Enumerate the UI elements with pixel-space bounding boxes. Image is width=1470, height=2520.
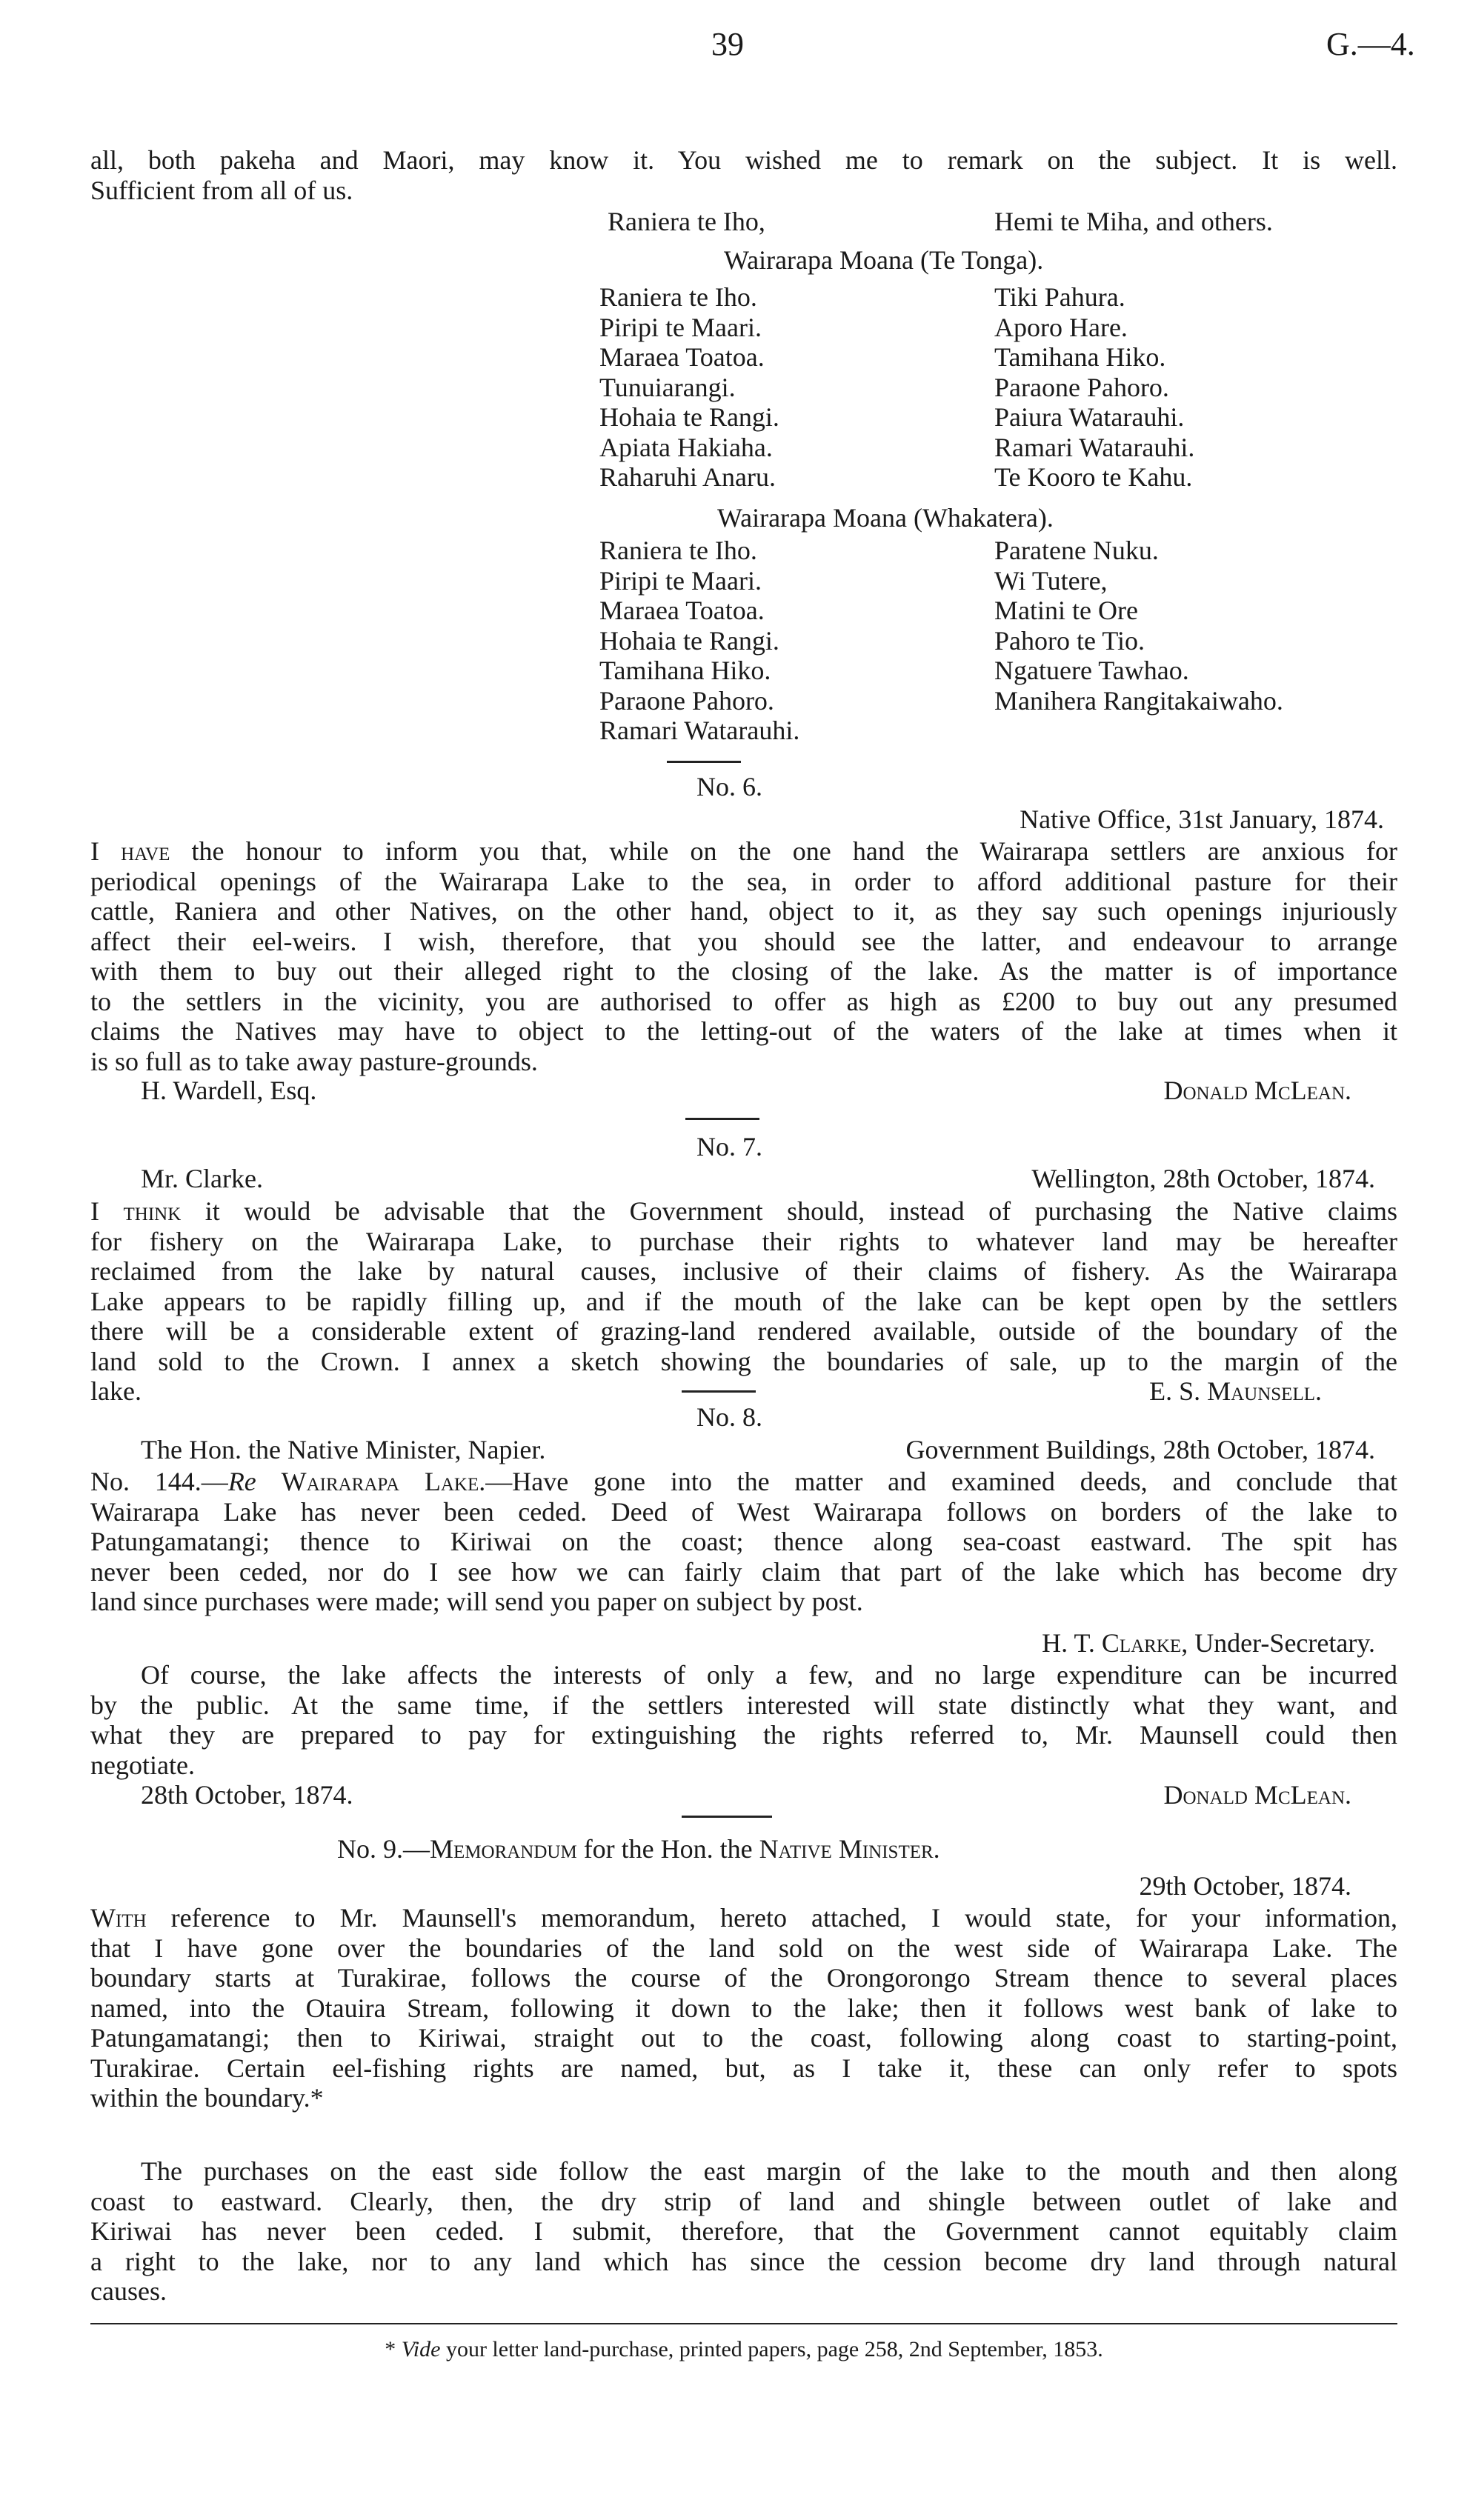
footnote-marker: * <box>385 2337 402 2361</box>
text-run: there will be a considerable extent of grazing-land rendered available, outside of the boundary of the <box>90 1316 1397 1346</box>
small-caps-run: With <box>90 1903 147 1933</box>
text-run: reference to Mr. Maunsell's memorandum, hereto attached, I would state, for your information, <box>146 1903 1397 1933</box>
text-line <box>90 1933 1397 1964</box>
text-run: I <box>90 1196 124 1226</box>
signatory-name: Raniera te Iho. <box>599 536 757 565</box>
text-run: boundary starts at Turakirae, follows the course of the Orongorongo Stream thence to several places <box>90 1963 1397 1993</box>
text-line <box>90 2053 1397 2084</box>
text-run: never been ceded, nor do I see how we can fairly claim that part of the lake which has become dry <box>90 1556 1397 1587</box>
no8-signature-name: H. T. Clarke <box>1042 1628 1182 1658</box>
signatory-name: Raharuhi Anaru. <box>599 462 776 492</box>
no7-title: No. 7. <box>696 1132 762 1161</box>
no8-place-date: Government Buildings, 28th October, 1874. <box>905 1435 1375 1464</box>
intro-paragraph <box>90 145 1397 205</box>
text-run: negotiate. <box>90 1750 195 1780</box>
text-line <box>90 145 1397 176</box>
no6-place-date: Native Office, 31st January, 1874. <box>1020 804 1384 834</box>
signatory-name: Tamihana Hiko. <box>994 342 1166 372</box>
no8-minute-paragraph <box>90 1660 1397 1780</box>
text-line <box>90 1467 1397 1497</box>
text-run: claims the Natives may have to object to the letting-out of the waters of the lake at times when it <box>90 1016 1397 1046</box>
document-reference: G.—4. <box>1326 26 1415 62</box>
text-line <box>90 1287 1397 1317</box>
text-line <box>90 1963 1397 1993</box>
no7-signature: E. S. Maunsell. <box>1149 1376 1322 1406</box>
signatory-name: Maraea Toatoa. <box>599 596 765 625</box>
signatory-name: Wi Tutere, <box>994 565 1108 596</box>
text-run: named, into the Otauira Stream, following it down to the lake; then it follows west bank of lake to <box>90 1993 1397 2023</box>
text-run: it would be advisable that the Government should, instead of purchasing the Native claims <box>181 1196 1397 1226</box>
text-run: No. 144.— <box>90 1467 228 1496</box>
text-run: Sufficient from all of us. <box>90 175 353 205</box>
signatory-name: Ngatuere Tawhao. <box>994 656 1189 685</box>
text-line <box>90 1497 1397 1527</box>
text-run: affect their eel-weirs. I wish, therefore, that you should see the latter, and endeavour to arrange <box>90 926 1397 956</box>
text-line <box>90 1750 1397 1781</box>
text-run: coast to eastward. Clearly, then, the dry strip of land and shingle between outlet of lake and <box>90 2186 1397 2216</box>
section-divider <box>682 1816 772 1818</box>
footnote <box>90 2335 1397 2365</box>
text-line <box>90 1720 1397 1750</box>
signatory-name: Paiura Watarauhi. <box>994 402 1185 432</box>
text-line <box>90 176 1397 206</box>
no8-signature-title: , Under-Secretary. <box>1181 1628 1375 1658</box>
text-line <box>90 956 1397 987</box>
signatory-name: Paraone Pahoro. <box>599 685 774 716</box>
no7-place-date: Wellington, 28th October, 1874. <box>1031 1164 1375 1193</box>
text-run: land sold to the Crown. I annex a sketch showing the boundaries of sale, up to the margin of the <box>90 1346 1397 1376</box>
signatory-name: Hohaia te Rangi. <box>599 402 779 432</box>
text-run: Of course, the lake affects the interests of only a few, and no large expenditure can be incurred <box>141 1660 1397 1690</box>
text-line <box>90 2023 1397 2053</box>
text-line <box>90 1196 1397 1227</box>
no6-addressee: H. Wardell, Esq. <box>141 1076 317 1105</box>
small-caps-run: think <box>123 1196 182 1226</box>
te-tonga-heading: Wairarapa Moana (Te Tonga). <box>724 245 1044 275</box>
signer-right: Hemi te Miha, and others. <box>994 207 1273 236</box>
no8-addressee: The Hon. the Native Minister, Napier. <box>141 1435 546 1464</box>
signatory-name: Maraea Toatoa. <box>599 342 765 372</box>
no9-paragraph-2 <box>90 2156 1397 2307</box>
signatory-name: Pahoro te Tio. <box>994 625 1145 656</box>
text-run: periodical openings of the Wairarapa Lake to the sea, in order to afford additional pasture for their <box>90 866 1397 896</box>
text-line <box>90 1903 1397 1933</box>
no8-minute-signature: Donald McLean. <box>1163 1780 1351 1810</box>
text-line <box>90 1047 1397 1077</box>
signatory-name: Piripi te Maari. <box>599 565 762 596</box>
signatory-name: Raniera te Iho. <box>599 282 757 312</box>
text-run: reclaimed from the lake by natural causes, inclusive of their claims of fishery. As the Wairarapa <box>90 1256 1397 1286</box>
te-tonga-names-left <box>599 282 779 493</box>
text-line <box>90 2247 1397 2277</box>
text-line <box>90 1347 1397 1377</box>
no9-paragraph <box>90 1903 1397 2113</box>
text-run: that I have gone over the boundaries of the land sold on the west side of Wairarapa Lake. The <box>90 1933 1397 1963</box>
footnote-vide: Vide <box>401 2337 441 2361</box>
te-tonga-names-right <box>994 282 1194 493</box>
no8-signature <box>1042 1628 1375 1659</box>
signatory-name: Te Kooro te Kahu. <box>994 462 1193 492</box>
whakatera-names-right <box>994 536 1283 716</box>
text-run: Patungamatangi; thence to Kiriwai on the coast; thence along sea-coast eastward. The spit has <box>90 1527 1397 1556</box>
no6-paragraph <box>90 836 1397 1076</box>
text-run: to the settlers in the vicinity, you are authorised to offer as high as £200 to buy out any presumed <box>90 986 1397 1016</box>
signatory-name: Piripi te Maari. <box>599 312 762 342</box>
text-line <box>90 1587 1397 1617</box>
whakatera-heading: Wairarapa Moana (Whakatera). <box>717 503 1054 533</box>
text-line <box>90 896 1397 927</box>
no9-title-prefix: No. 9.— <box>337 1834 430 1864</box>
text-run: a right to the lake, nor to any land which has since the cession become dry land through natural <box>90 2246 1397 2276</box>
text-run: Wairarapa Lake has never been ceded. Deed of West Wairarapa follows on borders of the lake to <box>90 1496 1397 1527</box>
section-divider <box>682 1390 756 1393</box>
no6-signature: Donald McLean. <box>1163 1076 1351 1105</box>
signatory-name: Apiata Hakiaha. <box>599 432 773 462</box>
signatory-name: Aporo Hare. <box>994 312 1128 342</box>
section-divider <box>667 761 741 763</box>
no9-title <box>337 1834 940 1864</box>
text-run: is so full as to take away pasture-grounds. <box>90 1046 538 1076</box>
text-line <box>90 1316 1397 1347</box>
no8-title: No. 8. <box>696 1402 762 1432</box>
text-line <box>90 927 1397 957</box>
text-run: by the public. At the same time, if the settlers interested will state distinctly what they want, and <box>90 1690 1397 1720</box>
text-run: the honour to inform you that, while on the one hand the Wairarapa settlers are anxious for <box>170 836 1397 866</box>
text-line <box>90 2187 1397 2217</box>
text-line <box>90 1660 1397 1690</box>
no9-title-minister: Native Minister. <box>759 1834 940 1864</box>
text-run: all, both pakeha and Maori, may know it. You wished me to remark on the subject. It is well. <box>90 145 1397 175</box>
text-line <box>90 1227 1397 1257</box>
small-caps-run: Wairarapa Lake <box>281 1467 479 1496</box>
section-divider <box>685 1118 759 1120</box>
text-line <box>90 1527 1397 1557</box>
text-line <box>90 1690 1397 1721</box>
signatory-name: Tiki Pahura. <box>994 282 1125 312</box>
no9-date: 29th October, 1874. <box>1139 1871 1351 1901</box>
text-run: .—Have gone into the matter and examined deeds, and conclude that <box>479 1467 1398 1496</box>
signatory-name: Hohaia te Rangi. <box>599 625 779 656</box>
no9-title-memo: Memorandum <box>430 1834 577 1864</box>
text-run: Turakirae. Certain eel-fishing rights are named, but, as I take it, these can only refer to spots <box>90 2053 1397 2083</box>
text-line <box>90 1016 1397 1047</box>
text-line <box>90 1557 1397 1587</box>
signatory-name: Paratene Nuku. <box>994 536 1159 565</box>
text-run <box>256 1467 282 1496</box>
text-run: I <box>90 836 122 866</box>
no7-addressee: Mr. Clarke. <box>141 1164 263 1193</box>
text-run: lake. <box>90 1376 142 1406</box>
text-run: Kiriwai has never been ceded. I submit, therefore, that the Government cannot equitably claim <box>90 2216 1397 2246</box>
footnote-divider <box>90 2323 1397 2324</box>
signatory-name: Ramari Watarauhi. <box>599 716 800 745</box>
text-run: Patungamatangi; then to Kiriwai, straight out to the coast, following along coast to starting-point, <box>90 2023 1397 2053</box>
text-run: Lake appears to be rapidly filling up, and if the mouth of the lake can be kept open by the settlers <box>90 1286 1397 1316</box>
signer-left: Raniera te Iho, <box>608 207 765 236</box>
text-line <box>90 1256 1397 1287</box>
text-run: for fishery on the Wairarapa Lake, to purchase their rights to whatever land may be hereafter <box>90 1226 1397 1256</box>
no8-paragraph <box>90 1467 1397 1617</box>
signatory-name: Matini te Ore <box>994 596 1138 625</box>
signatory-name: Paraone Pahoro. <box>994 372 1169 402</box>
page-number: 39 <box>711 26 744 62</box>
italic-run: Re <box>227 1467 256 1496</box>
text-run: what they are prepared to pay for extinguishing the rights referred to, Mr. Maunsell could then <box>90 1720 1397 1750</box>
text-run: causes. <box>90 2276 167 2306</box>
no8-minute-date: 28th October, 1874. <box>141 1780 353 1810</box>
text-line <box>90 2083 1397 2113</box>
text-line <box>90 2156 1397 2187</box>
text-run: with them to buy out their alleged right to the closing of the lake. As the matter is of importance <box>90 956 1397 986</box>
text-line <box>90 987 1397 1017</box>
signatory-name: Tunuiarangi. <box>599 372 736 402</box>
signatory-name: Ramari Watarauhi. <box>994 432 1195 462</box>
small-caps-run: have <box>121 836 170 866</box>
no7-paragraph <box>90 1196 1397 1407</box>
whakatera-names-left <box>599 536 799 746</box>
text-run: cattle, Raniera and other Natives, on the other hand, object to it, as they say such openings injuriously <box>90 896 1397 926</box>
text-line <box>90 2216 1397 2247</box>
footnote-text: your letter land-purchase, printed papers, page 258, 2nd September, 1853. <box>440 2337 1103 2361</box>
text-run: land since purchases were made; will send you paper on subject by post. <box>90 1587 863 1616</box>
text-line <box>90 867 1397 897</box>
text-line <box>90 1993 1397 2024</box>
signatory-name: Manihera Rangitakaiwaho. <box>994 685 1283 716</box>
no6-title: No. 6. <box>696 772 762 801</box>
text-line <box>90 836 1397 867</box>
text-run: within the boundary.* <box>90 2083 324 2113</box>
signatory-name: Tamihana Hiko. <box>599 656 771 685</box>
text-run: The purchases on the east side follow the east margin of the lake to the mouth and then along <box>141 2156 1397 2186</box>
no9-title-mid: for the Hon. the <box>576 1834 759 1864</box>
text-line <box>90 2276 1397 2307</box>
